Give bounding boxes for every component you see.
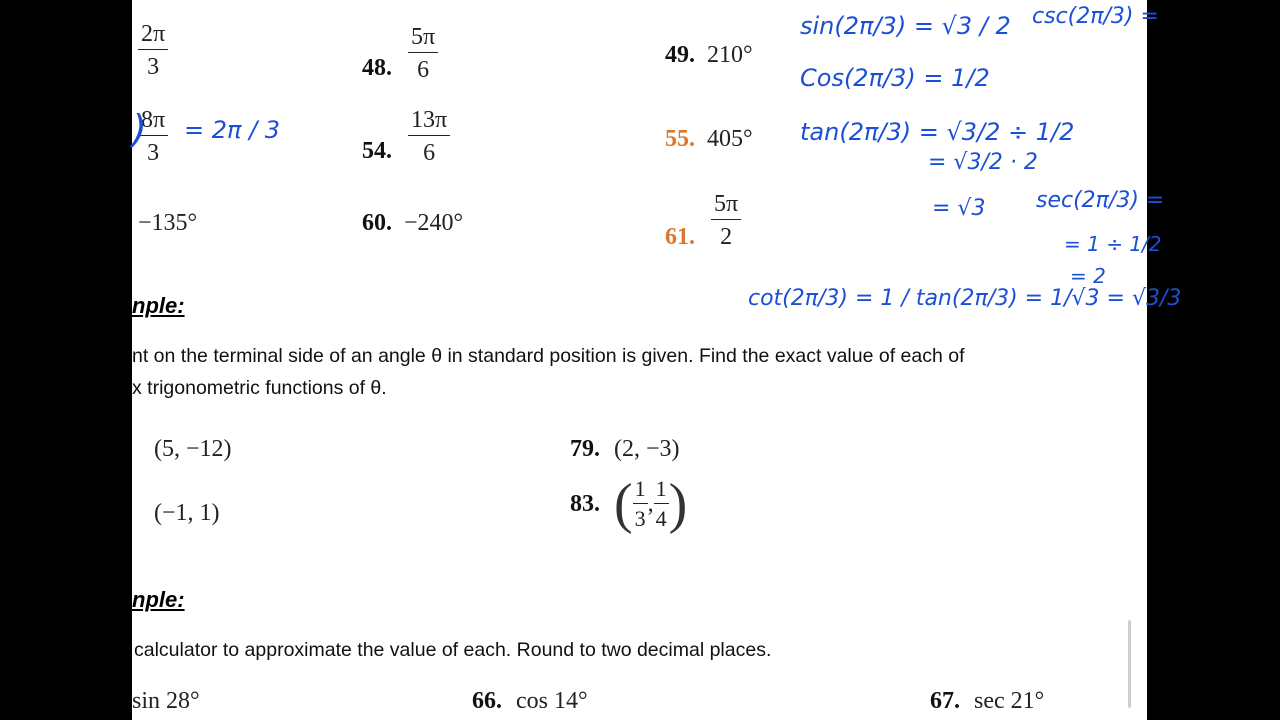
fraction: $\frac{5\pi}{2}$ [711, 192, 741, 249]
left-paren: ( [614, 473, 633, 535]
instruction-text: x trigonometric functions of θ. [132, 377, 387, 399]
ink-annotation: sin(2π/3) = √3 / 2 [800, 12, 1011, 40]
problem-54: 54. $\frac{13\pi}{6}$ [362, 108, 450, 165]
problem-61: 61. $\frac{5\pi}{2}$ [665, 192, 741, 249]
problem-66: 66. cos 14° [472, 688, 588, 714]
ink-annotation: csc(2π/3) = [1032, 4, 1159, 29]
ink-bracket: ) [132, 107, 147, 151]
right-paren: ) [668, 473, 688, 535]
instruction-text: nt on the terminal side of an angle θ in standard position is given. Find the exact value of each of [132, 345, 965, 367]
instruction-text: calculator to approximate the value of each. Round to two decimal places. [134, 639, 772, 661]
problem-row3-a: −135° [138, 210, 198, 236]
ink-annotation: = 2 [1070, 264, 1106, 288]
point-item: (−1, 1) [154, 500, 220, 526]
ink-annotation: tan(2π/3) = √3/2 ÷ 1/2 [800, 118, 1075, 146]
problem-67: 67. sec 21° [930, 688, 1045, 714]
problem-60: 60. −240° [362, 210, 464, 236]
example-heading: nple: [132, 293, 185, 318]
fraction: 1 4 [655, 476, 667, 531]
example-heading: nple: [132, 587, 185, 612]
problem-48: 48. $\frac{5\pi}{6}$ [362, 25, 438, 82]
comma: , [647, 491, 654, 517]
ink-annotation: = √3 [932, 196, 986, 221]
ink-annotation: = √3/2 · 2 [928, 150, 1038, 175]
ink-annotation: = 1 ÷ 1/2 [1064, 232, 1162, 256]
ink-annotation: Cos(2π/3) = 1/2 [800, 64, 990, 92]
worksheet-page [132, 0, 1182, 720]
ink-annotation: sec(2π/3) = [1036, 188, 1165, 213]
vertical-scrollbar[interactable] [1128, 620, 1131, 708]
problem-49: 49. 210° [665, 42, 753, 68]
fraction: $\frac{8\pi}{3}$ [138, 108, 168, 165]
problem-79: 79. (2, −3) [570, 436, 680, 462]
fraction: $\frac{5\pi}{6}$ [408, 25, 438, 82]
fraction: $\frac{13\pi}{6}$ [408, 108, 450, 165]
problem-83: 83. ( 1 3 , 1 4 ) [570, 473, 688, 535]
point-item: (5, −12) [154, 436, 232, 462]
problem-row1-a [138, 22, 168, 79]
trig-item: sin 28° [132, 688, 200, 714]
fraction: 1 3 [634, 476, 646, 531]
fraction: $\frac{2\pi}{3}$ [138, 22, 168, 79]
problem-55: 55. 405° [665, 126, 753, 152]
ink-annotation: = 2π / 3 [184, 116, 281, 144]
ink-annotation: cot(2π/3) = 1 / tan(2π/3) = 1/√3 = √3/3 [748, 286, 1182, 311]
